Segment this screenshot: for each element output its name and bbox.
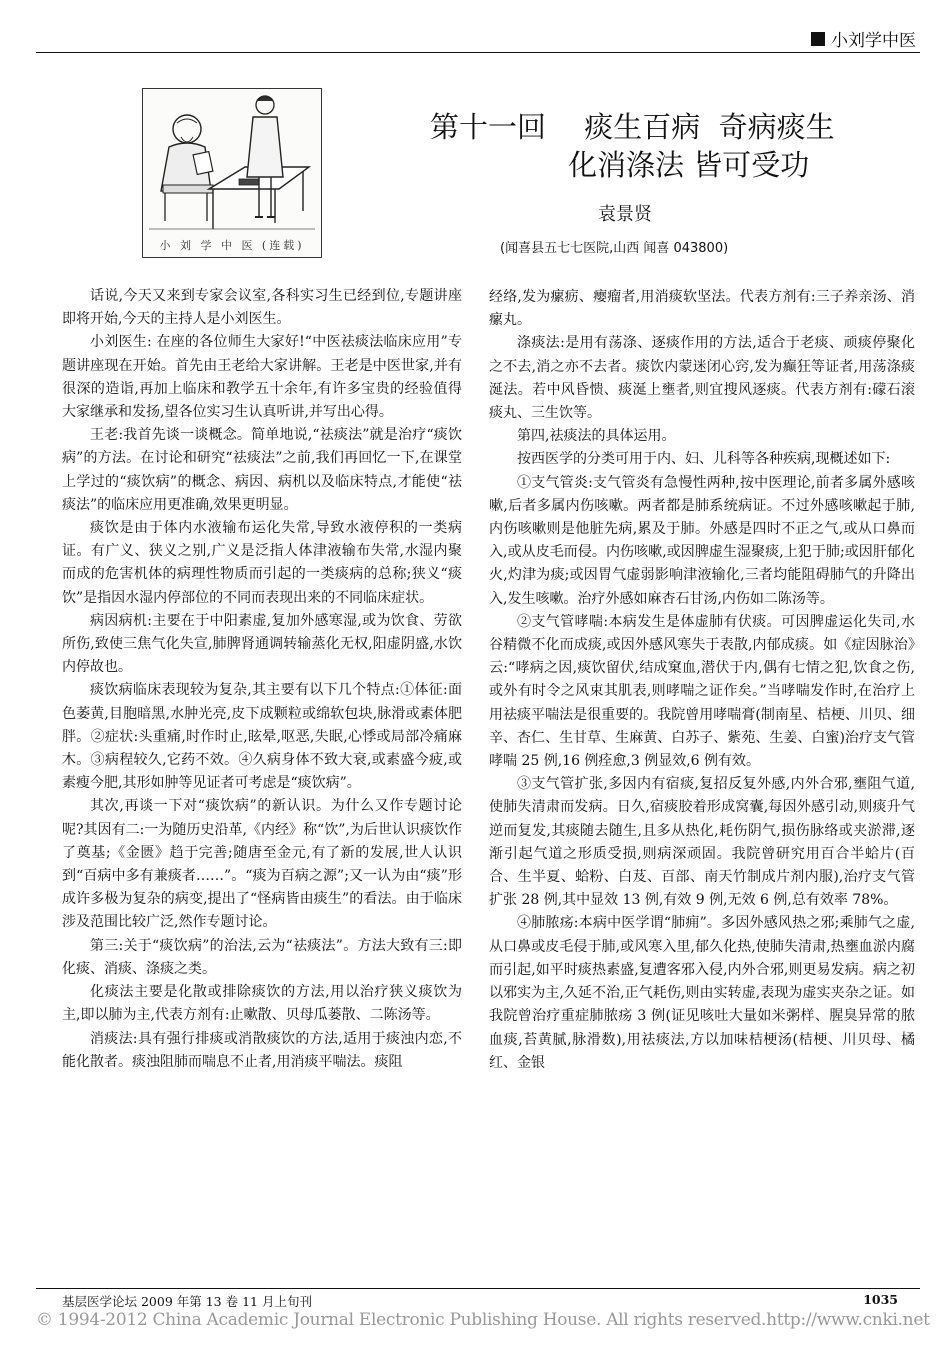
paragraph: 王老:我首先谈一谈概念。简单地说,“祛痰法”就是治疗“痰饮病”的方法。在讨论和研究“祛痰法”之前,我们再回忆一下,在课堂上学过的“痰饮病”的概念、病因、病机以及临床特点,才能使“祛痰法”的临床应用更准确,效果更明显。 (62, 427, 462, 513)
paragraph: 消痰法:具有强行排痰或消散痰饮的方法,适用于痰浊内恋,不能化散者。痰浊阻肺而喘息不止者,用消痰平喘法。痰阻 (62, 1030, 462, 1070)
page-number: 1035 (863, 1292, 898, 1307)
paragraph: 其次,再谈一下对“痰饮病”的新认识。为什么又作专题讨论呢?其因有二:一为随历史沿革,《内经》称“饮”,为后世认识痰饮作了奠基;《金匮》趋于完善;随唐至金元,有了新的发展,世人认识到“百病中多有兼痰者……”。“痰为百病之源”;又一认为由“痰”形成许多极为复杂的病变,提出了“怪病皆由痰生”的看法。由于临床涉及范围比较广泛,然作专题讨论。 (62, 798, 462, 931)
paragraph: 涤痰法:是用有荡涤、逐痰作用的方法,适合于老痰、顽痰停聚化之不去,消之亦不去者。痰饮内蒙迷闭心窍,发为癫狂等证者,用荡涤痰涎法。若中风昏愦、痰涎上壅者,则宜搜风逐痰。代表方剂有:礞石滚痰丸、三生饮等。 (489, 335, 915, 422)
title-line-2: 化消涤法 皆可受功 (568, 148, 810, 182)
paragraph: 按西医学的分类可用于内、妇、儿科等各种疾病,现概述如下: (517, 451, 891, 468)
article-title (400, 108, 920, 184)
illustration-caption: 小 刘 学 中 医 (连载) (159, 239, 305, 252)
author-name: 袁景贤 (598, 204, 652, 225)
paragraph: 话说,今天又来到专家会议室,各科实习生已经到位,专题讲座即将开始,今天的主持人是小刘医生。 (62, 288, 462, 328)
section-title: 小刘学中医 (831, 31, 916, 51)
paragraph: 病因病机:主要在于中阳素虚,复加外感寒湿,或为饮食、劳欲所伤,致使三焦气化失宣,肺脾肾通调转输蒸化无权,阳虚阴盛,水饮内停故也。 (62, 612, 462, 676)
paragraph: ①支气管炎:支气管炎有急慢性两种,按中医理论,前者多属外感咳嗽,后者多属内伤咳嗽。两者都是肺系统病证。不过外感咳嗽起于肺,内伤咳嗽则是他脏先病,累及于肺。外感是四时不正之气,或从口鼻而入,或从皮毛而侵。内伤咳嗽,或因脾虚生湿聚痰,上犯于肺;或因肝郁化火,灼津为痰;或因胃气虚弱影响津液输化,三者均能阻碍肺气的升降出入,发生咳嗽。治疗外感如麻杏石甘汤,内伤如二陈汤等。 (489, 474, 915, 607)
section-header (811, 26, 916, 51)
paragraph: 第四,祛痰法的具体运用。 (517, 428, 676, 445)
title-line-1: 第十一回 痰生百病 奇病痰生 (430, 110, 835, 144)
paragraph: ③支气管扩张,多因内有宿痰,复招反复外感,内外合邪,壅阻气道,使肺失清肃而发病。日久,宿痰胶着形成窝囊,每因外感引动,则痰升气逆而复发,其痰随去随生,且多从热化,耗伤阴气,损伤脉络或夹淤滞,逐渐引起气道之形质受损,则病深顽固。我院曾研究用百合半蛤片(百合、生半夏、蛤粉、白芨、百部、南天竹制成片剂内服),治疗支气管扩张 28 例,其中显效 13 例,有效 9 例,无效 6 例,总有效率 78%。 (489, 776, 915, 909)
paragraph: 痰饮是由于体内水液输布运化失常,导致水液停积的一类病证。有广义、狭义之别,广义是泛指人体津液输布失常,水湿内聚而成的危害机体的病理性物质而引起的一类痰病的总称;狭义“痰饮”是指因水湿内停部位的不同而表现出来的不同临床症状。 (62, 520, 462, 606)
header-divider (36, 52, 920, 53)
teacher-student-drawing (143, 89, 321, 239)
paragraph: 小刘医生: 在座的各位师生大家好!“中医祛痰法临床应用”专题讲座现在开始。首先由王老给大家讲解。王老是中医世家,并有很深的造诣,再加上临床和教学五十余年,有许多宝贵的经验值得大家继承和发扬,望各位实习生认真听讲,并写出心得。 (62, 334, 462, 421)
paragraph: 第三:关于“痰饮病”的治法,云为“祛痰法”。方法大致有三:即化痰、消痰、涤痰之类。 (62, 937, 462, 977)
black-square-icon (811, 32, 825, 46)
copyright-notice (36, 1310, 930, 1330)
paragraph: ②支气管哮喘:本病发生是体虚肺有伏痰。可因脾虚运化失司,水谷精微不化而成痰,或因外感风寒失于表散,内郁成痰。如《症因脉治》云:“哮病之因,痰饮留伏,结成窠血,潜伏于内,偶有七情之犯,饮食之伤,或外有时令之风束其肌表,则哮喘之证作矣。”当哮喘发作时,在治疗上用祛痰平喘法是很重要的。我院曾用哮喘膏(制南星、桔梗、川贝、细辛、杏仁、生甘草、生麻黄、白苏子、紫苑、生姜、白蜜)治疗支气管哮喘 25 例,16 例痊愈,3 例显效,6 例有效。 (489, 613, 915, 770)
paragraph: 经络,发为瘰疬、瘿瘤者,用消痰软坚法。代表方剂有:三子养亲汤、消瘰丸。 (489, 289, 915, 329)
comic-illustration (142, 88, 322, 258)
paragraph: 痰饮病临床表现较为复杂,其主要有以下几个特点:①体征:面色萎黄,目胞暗黑,水肿光亮,皮下成颗粒或绵软包块,脉滑或素体肥胖。②症状:头重痛,时作时止,眩晕,呕恶,失眠,心悸或局部冷痛麻木。③病程较久,它药不效。④久病身体不致大衰,或素盛今疲,或素瘦今肥,其形如肿等见证者可考虑是“痰饮病”。 (62, 682, 462, 792)
footer-divider (36, 1288, 920, 1289)
right-column (489, 286, 915, 1075)
cnki-link[interactable]: http://www.cnki.net (766, 1310, 930, 1330)
journal-citation: 基层医学论坛 2009 年第 13 卷 11 月上旬刊 (62, 1294, 312, 1309)
left-column (62, 285, 462, 1074)
author-affiliation: (闻喜县五七七医院,山西 闻喜 043800) (500, 241, 729, 256)
paragraph: 化痰法主要是化散或排除痰饮的方法,用以治疗狭义痰饮为主,即以肺为主,代表方剂有:止嗽散、贝母瓜蒌散、二陈汤等。 (62, 984, 462, 1024)
copyright-text: © 1994-2012 China Academic Journal Electronic Publishing House. All rights reserved. (36, 1310, 767, 1330)
paragraph: ④肺脓疡:本病中医学谓“肺痈”。多因外感风热之邪;乘肺气之虚,从口鼻或皮毛侵于肺,或风寒入里,郁久化热,使肺失清肃,热壅血淤内腐而引起,如平时痰热素盛,复遭客邪入侵,内外合邪,则更易发病。病之初以邪实为主,久延不治,正气耗伤,则由实转虚,表现为虚实夹杂之证。如我院曾治疗重症肺脓疡 3 例(证见咳吐大量如米粥样、腥臭异常的脓血痰,苔黄腻,脉滑数),用祛痰法,方以加味桔梗汤(桔梗、川贝母、橘红、金银 (489, 915, 915, 1071)
